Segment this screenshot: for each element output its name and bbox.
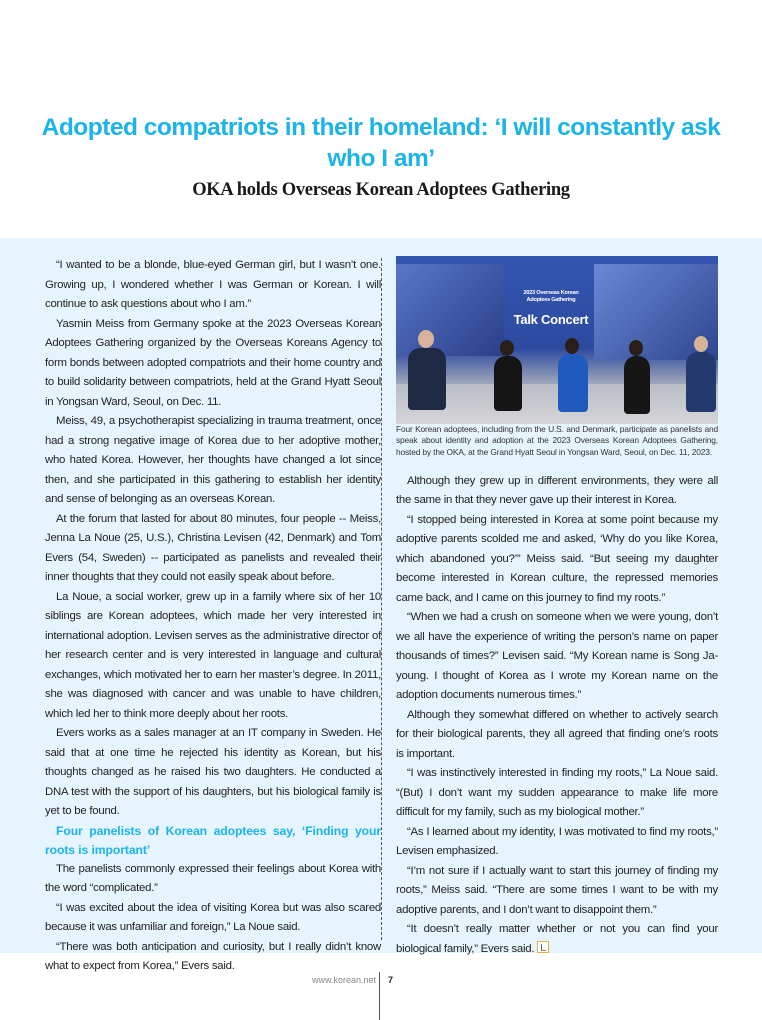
body-paragraph: “I wanted to be a blonde, blue-eyed German girl, but I wasn’t one. Growing up, I wondered whether I was German or Korean. I will continue to ask questions about who I am.” [45, 259, 381, 310]
stage-banner-line2: Adoptees Gathering [526, 297, 576, 303]
body-paragraph: Yasmin Meiss from Germany spoke at the 2023 Overseas Korean Adoptees Gathering organized by the Overseas Koreans Agency to form bonds between adopted compatriots and their home country and to build solidarity between compatriots, held at the Grand Hyatt Seoul in Yongsan Ward, Seoul, on Dec. 11. [45, 317, 381, 408]
right-column [396, 256, 718, 959]
panelist-head [565, 338, 579, 354]
body-paragraph: “When we had a crush on someone when we were young, don’t we all have the experience of writing the person’s name on paper thousands of times?” Levisen said. “My Korean name is Song Ja-young. I thought of Korea as I wrote my Korean name on the adoption documents numerous times.” [396, 611, 718, 702]
panelist-figure [408, 348, 446, 410]
stage-banner [506, 290, 596, 330]
body-paragraph: Evers works as a sales manager at an IT company in Sweden. He said that at one time he rejected his identity as Korean, but his thoughts changed as he raised his two daughters. He conducted a DNA test with the support of his daughters, but his biological family is yet to be found. [45, 727, 381, 817]
body-paragraph: Although they somewhat differed on whether to actively search for their biological parents, they all agreed that finding one’s roots is important. [396, 708, 718, 760]
panelist-head [629, 340, 643, 356]
stage-banner-line1: 2023 Overseas Korean [523, 290, 579, 296]
photo-screen-left [396, 264, 504, 356]
body-paragraph: “I’m not sure if I actually want to start this journey of finding my roots,” Meiss said. “There are some times I want to be with my adoptive parents, and I don’t want to disappoint them.” [396, 864, 718, 916]
article-headline: Adopted compatriots in their homeland: ‘I will constantly ask who I am’ [41, 114, 721, 172]
panelist-head [694, 336, 708, 352]
body-paragraph: “I stopped being interested in Korea at some point because my adoptive parents scolded me and asked, ‘Why do you like Korea, which abandoned you?’” Meiss said. “But seeing my daughter become interested in Korean culture, the repressed memories came back, and I came on this journey to find my roots.” [396, 513, 718, 604]
body-paragraph: At the forum that lasted for about 80 minutes, four people -- Meiss, Jenna La Noue (25, U.S.), Christina Levisen (42, Denmark) and Tom Evers (54, Sweden) -- participated as panelists and revealed their inner thoughts that they could not easily speak about before. [45, 512, 381, 583]
body-paragraph: “I was instinctively interested in finding my roots,” La Noue said. “(But) I don’t want my sudden appearance to make life more difficult for my family, such as my biological mother.” [396, 767, 718, 819]
panelist-figure [686, 352, 716, 412]
panelist-head [500, 340, 514, 356]
body-paragraph: La Noue, a social worker, grew up in a family where six of her 10 siblings are Korean adoptees, which made her very interested in international adoption. Levisen serves as the administrative director of her research center and is very interested in language and cultural exchanges, which motivated her to earn her master’s degree. In 2011, she was diagnosed with cancer and was unable to have children, which led her to think more deeply about her roots. [45, 590, 381, 720]
panelist-figure [494, 356, 522, 411]
korea-net-end-mark-icon [537, 941, 549, 953]
body-paragraph: “I was excited about the idea of visiting Korea but was also scared because it was unfamiliar and foreign,” La Noue said. [45, 901, 381, 933]
body-paragraph: Meiss, 49, a psychotherapist specializing in trauma treatment, once had a strong negative image of Korea due to her adoptive mother, who hated Korea. However, her thoughts have changed a lot since then, and she participated in this gathering to establish her identity and sense of belonging as an overseas Korean. [45, 415, 381, 505]
body-paragraph: Although they grew up in different environments, they were all the same in that they never gave up their interest in Korea. [396, 474, 718, 507]
body-paragraph: The panelists commonly expressed their feelings about Korea with the word “complicated.” [45, 862, 381, 894]
final-paragraph-text: “It doesn’t really matter whether or not you can find your biological family,” Evers said. [396, 923, 718, 955]
footer-divider [379, 972, 380, 1020]
panelist-head [418, 330, 434, 348]
section-heading: Four panelists of Korean adoptees say, ‘Finding your roots is important’ [45, 823, 381, 857]
column-divider [381, 258, 382, 940]
stage-banner-title: Talk Concert [513, 312, 589, 327]
footer-site-url: www.korean.net [311, 975, 376, 985]
article-subheadline: OKA holds Overseas Korean Adoptees Gathering [192, 180, 570, 200]
panelist-figure [624, 356, 650, 414]
talk-concert-photo [396, 256, 718, 424]
panelist-figure [558, 354, 588, 412]
body-paragraph: “There was both anticipation and curiosity, but I really didn’t know what to expect from Korea,” Evers said. [45, 940, 381, 972]
page-number: 7 [388, 975, 394, 985]
body-paragraph: “As I learned about my identity, I was motivated to find my roots,” Levisen emphasized. [396, 825, 718, 858]
final-paragraph [396, 920, 718, 959]
left-column [45, 256, 381, 977]
photo-caption: Four Korean adoptees, including from the U.S. and Denmark, participate as panelists and speak about identity and adoption at the 2023 Overseas Korean Adoptees Gathering, hosted by the OKA, at the Grand Hyatt Seoul in Yongsan Ward, Seoul, on Dec. 11, 2023. [396, 424, 718, 457]
